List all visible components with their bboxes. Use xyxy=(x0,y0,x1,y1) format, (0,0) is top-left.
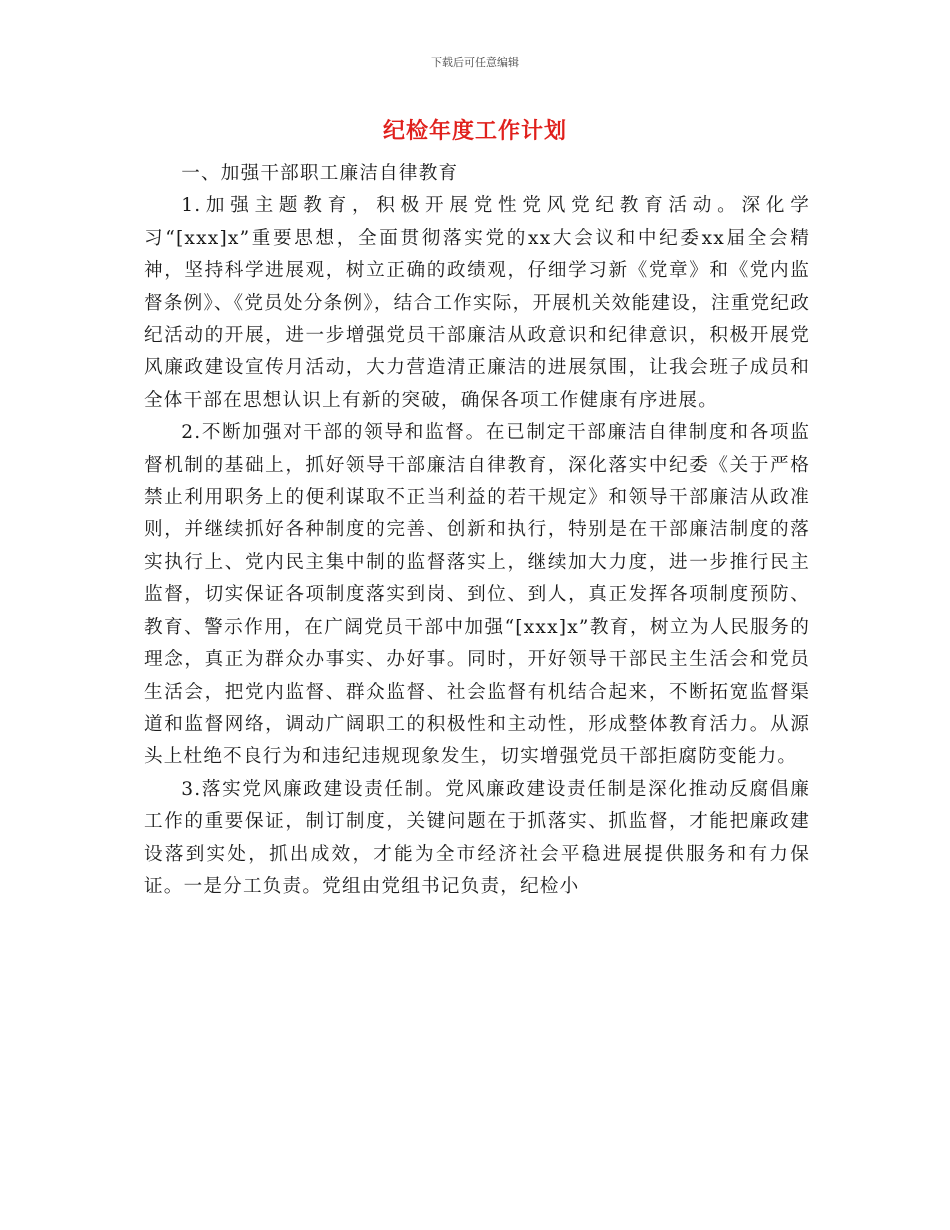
paragraph: 1.加强主题教育，积极开展党性党风党纪教育活动。深化学习“[xxx]x”重要思想，全面贯彻落实党的xx大会议和中纪委xx届全会精神，坚持科学进展观，树立正确的政绩观，仔细学习新《党章》和《党内监督条例》、《党员处分条例》，结合工作实际，开展机关效能建设，注重党纪政纪活动的开展，进一步增强党员干部廉洁从政意识和纪律意识，积极开展党风廉政建设宣传月活动，大力营造清正廉洁的进展氛围，让我会班子成员和全体干部在思想认识上有新的突破，确保各项工作健康有序进展。 xyxy=(144,195,810,411)
header-note: 下载后可任意编辑 xyxy=(431,56,519,69)
section-heading: 一、加强干部职工廉洁自律教育 xyxy=(181,163,459,184)
paragraph: 2.不断加强对干部的领导和监督。在已制定干部廉洁自律制度和各项监督机制的基础上，抓好领导干部廉洁自律教育，深化落实中纪委《关于严格禁止利用职务上的便利谋取不正当利益的若干规定》和领导干部廉洁从政准则，并继续抓好各种制度的完善、创新和执行，特别是在干部廉洁制度的落实执行上、党内民主集中制的监督落实上，继续加大力度，进一步推行民主监督，切实保证各项制度落实到岗、到位、到人，真正发挥各项制度预防、教育、警示作用，在广阔党员干部中加强“[xxx]x”教育，树立为人民服务的理念，真正为群众办事实、办好事。同时，开好领导干部民主生活会和党员生活会，把党内监督、群众监督、社会监督有机结合起来，不断拓宽监督渠道和监督网络，调动广阔职工的积极性和主动性，形成整体教育活力。从源头上杜绝不良行为和违纪违规现象发生，切实增强党员干部拒腐防变能力。 xyxy=(144,422,810,768)
paragraph: 3.落实党风廉政建设责任制。党风廉政建设责任制是深化推动反腐倡廉工作的重要保证，制订制度，关键问题在于抓落实、抓监督，才能把廉政建设落到实处，抓出成效，才能为全市经济社会平稳进展提供服务和有力保证。一是分工负责。党组由党组书记负责，纪检小 xyxy=(144,778,810,897)
document-body xyxy=(144,158,810,903)
document-title: 纪检年度工作计划 xyxy=(382,118,567,144)
